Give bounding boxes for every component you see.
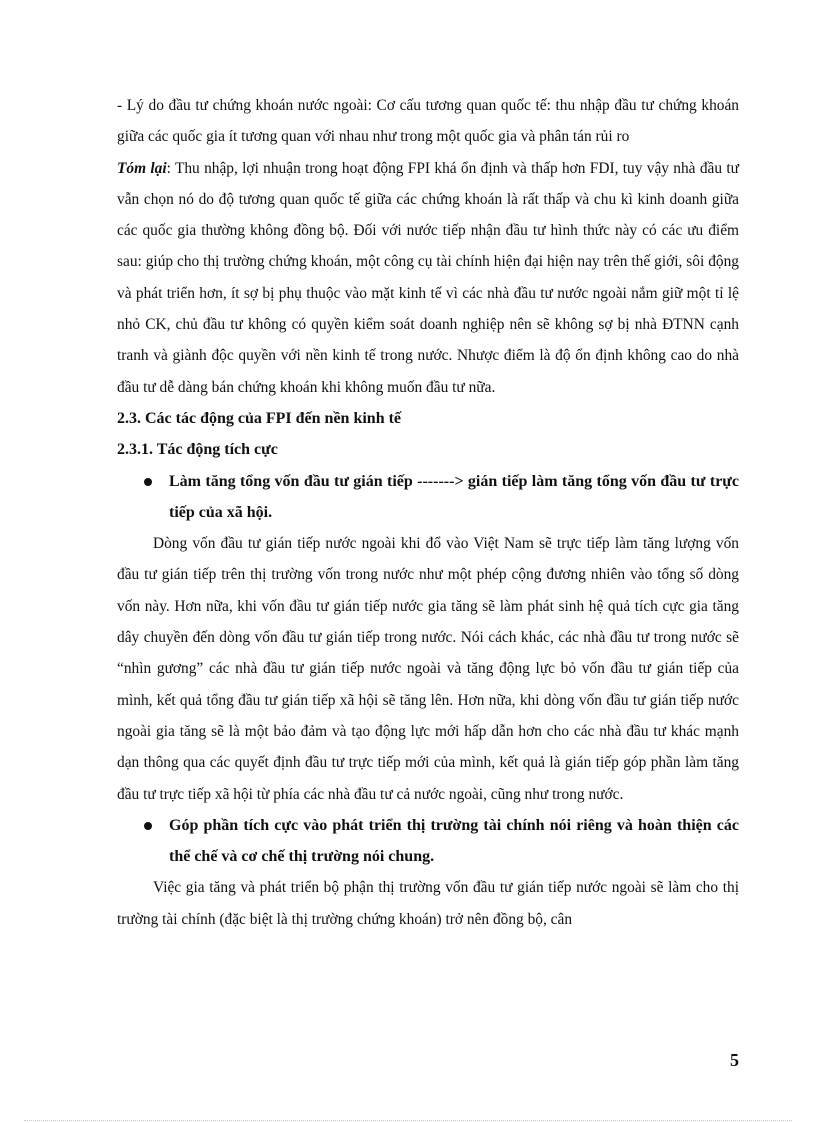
summary-text: : Thu nhập, lợi nhuận trong hoạt động FPI khá ổn định và thấp hơn FDI, tuy vậy nhà đầu tư vẫn chọn nó do độ tương quan quốc tế giữa các chứng khoán là rất thấp và chu kì kinh doanh giữa các quốc gia thường không đồng bộ. Đối với nước tiếp nhận đầu tư hình thức này có các ưu điểm sau: giúp cho thị trường chứng khoán, một công cụ tài chính hiện đại hiện nay trên thế giới, sôi động và phát triển hơn, ít sợ bị phụ thuộc vào mặt kinh tế vì các nhà đầu tư nước ngoài nắm giữ một tỉ lệ nhỏ CK, chủ đầu tư không có quyền kiểm soát doanh nghiệp nên sẽ không sợ bị nhà ĐTNN cạnh tranh và giành độc quyền với nền kinh tế trong nước. Nhược điểm là độ ổn định không cao do nhà đầu tư dễ dàng bán chứng khoán khi không muốn đầu tư nữa. xyxy=(117,159,739,396)
footer-divider xyxy=(24,1120,792,1121)
bullet-text: Góp phần tích cực vào phát triển thị trường tài chính nói riêng và hoàn thiện các thể chế và cơ chế thị trường nói chung. xyxy=(169,816,739,866)
paragraph-investment-reason: - Lý do đầu tư chứng khoán nước ngoài: Cơ cấu tương quan quốc tế: thu nhập đầu tư chứng khoán giữa các quốc gia ít tương quan với nhau như trong một quốc gia và phân tán rủi ro xyxy=(117,97,739,146)
paragraph-summary xyxy=(117,153,739,403)
paragraph-market-development: Việc gia tăng và phát triển bộ phận thị trường vốn đầu tư gián tiếp nước ngoài sẽ làm cho thị trường tài chính (đặc biệt là thị trường chứng khoán) trở nên đồng bộ, cân xyxy=(117,879,739,928)
bullet-icon xyxy=(144,478,152,486)
bullet-text: Làm tăng tổng vốn đầu tư gián tiếp -------> gián tiếp làm tăng tổng vốn đầu tư trực tiếp của xã hội. xyxy=(169,472,739,521)
bullet-icon xyxy=(144,822,152,830)
page-number: 5 xyxy=(730,1050,739,1070)
summary-lead: Tóm lại xyxy=(117,159,167,177)
paragraph-capital-flow: Dòng vốn đầu tư gián tiếp nước ngoài khi đổ vào Việt Nam sẽ trực tiếp làm tăng lượng vốn đầu tư gián tiếp trên thị trường vốn trong nước như một phép cộng đương nhiên vào tổng số dòng vốn này. Hơn nữa, khi vốn đầu tư gián tiếp nước gia tăng sẽ làm phát sinh hệ quả tích cực gia tăng dây chuyền đến dòng vốn đầu tư gián tiếp trong nước. Nói cách khác, các nhà đầu tư trong nước sẽ “nhìn gương” các nhà đầu tư gián tiếp nước ngoài và tăng động lực bỏ vốn đầu tư gián tiếp của mình, kết quả tổng đầu tư gián tiếp xã hội sẽ tăng lên. Hơn nữa, khi dòng vốn đầu tư gián tiếp nước ngoài gia tăng sẽ là một bảo đảm và tạo động lực mới hấp dẫn hơn cho các nhà đầu tư khác mạnh dạn thông qua các quyết định đầu tư trực tiếp mới của mình, kết quả là gián tiếp góp phần làm tăng đầu tư trực tiếp xã hội từ phía các nhà đầu tư cả nước ngoài, cũng như trong nước. xyxy=(117,535,739,803)
subsection-heading: 2.3.1. Tác động tích cực xyxy=(117,441,278,459)
section-heading: 2.3. Các tác động của FPI đến nền kinh tế xyxy=(117,409,402,427)
page-content xyxy=(117,90,739,935)
bullet-item xyxy=(117,466,739,529)
bullet-item xyxy=(117,810,739,873)
